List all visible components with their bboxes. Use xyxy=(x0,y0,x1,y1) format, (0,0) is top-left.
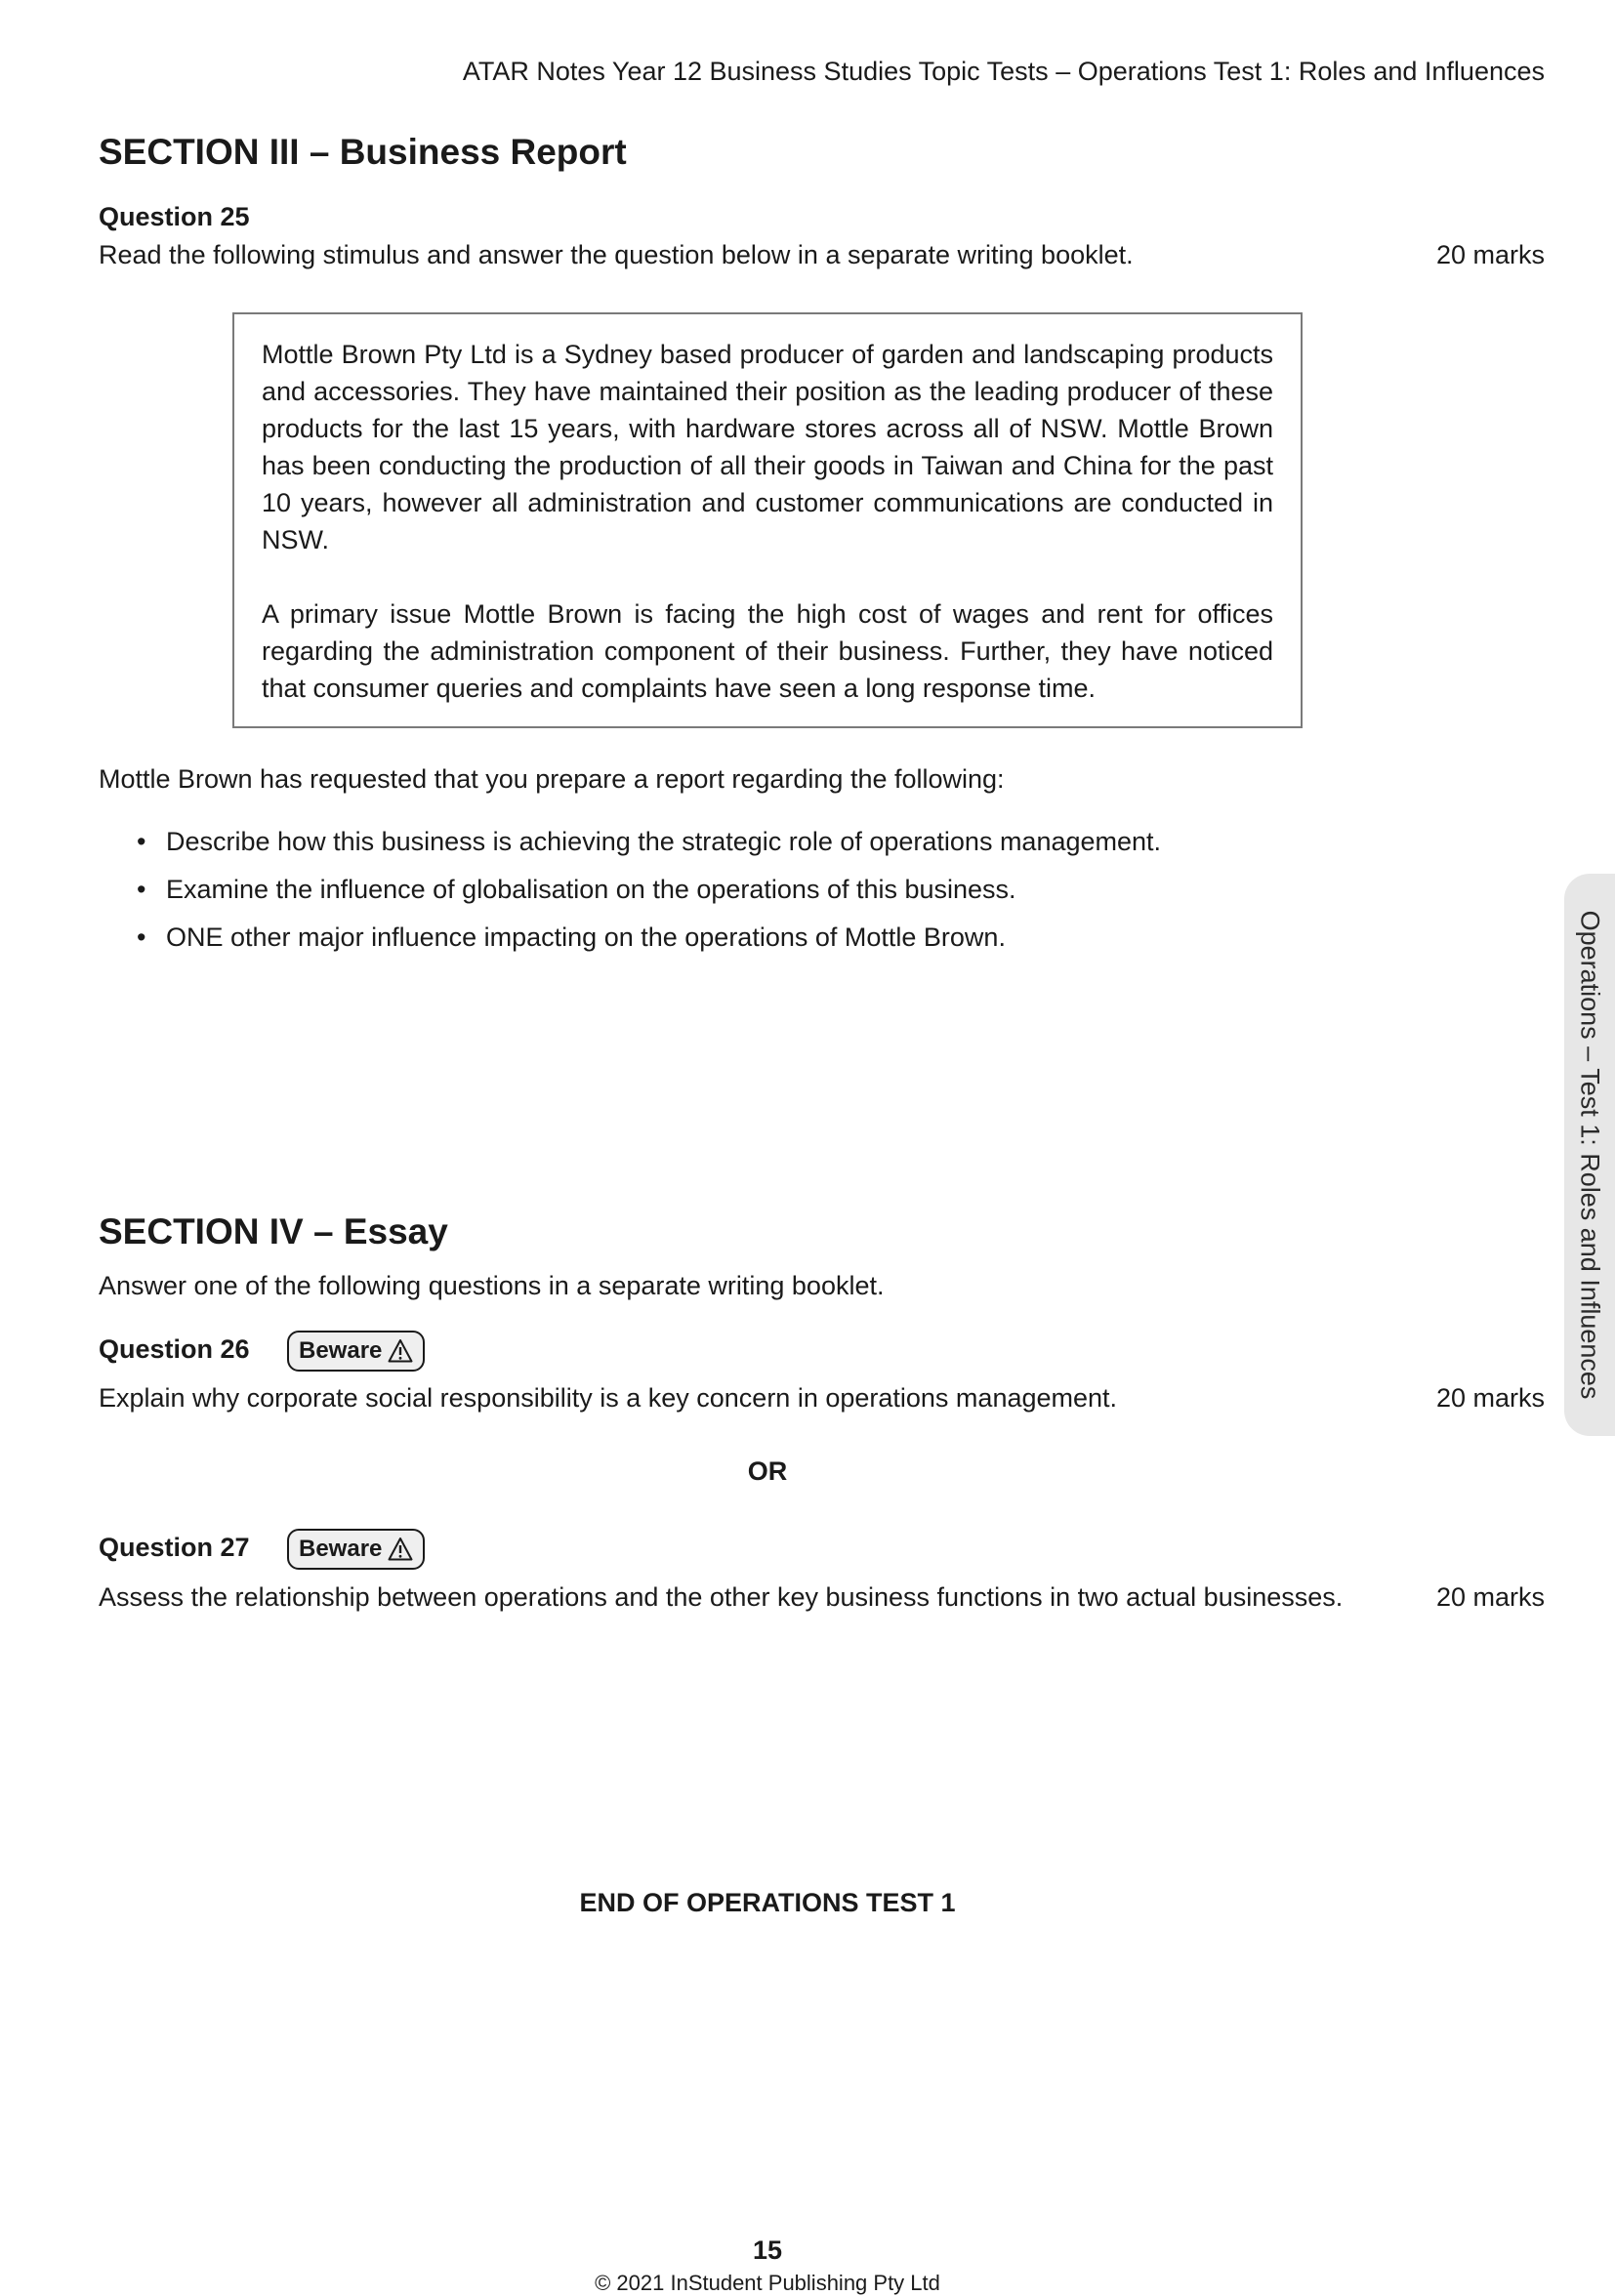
question-27-label: Question 27 xyxy=(99,1533,250,1562)
stimulus-paragraph-1: Mottle Brown Pty Ltd is a Sydney based producer of garden and landscaping products and accessories. They have maintained their position as the leading producer of these products for the last 15 years, with hardware stores across all of NSW. Mottle Brown has been conducting the production of all their goods in Taiwan and China for the past 10 years, however all administration and customer communications are conducted in NSW. xyxy=(262,340,1273,554)
beware-badge-label: Beware xyxy=(299,1536,383,1562)
end-of-test: END OF OPERATIONS TEST 1 xyxy=(579,1888,956,1917)
list-item-text: ONE other major influence impacting on the operations of Mottle Brown. xyxy=(166,922,1006,952)
list-item xyxy=(137,822,1161,870)
side-tab-label: Operations – Test 1: Roles and Influences xyxy=(1575,910,1605,1400)
beware-badge-27 xyxy=(287,1529,425,1570)
copyright: © 2021 InStudent Publishing Pty Ltd xyxy=(595,2271,940,2295)
report-intro: Mottle Brown has requested that you prepare a report regarding the following: xyxy=(99,764,1005,794)
warning-triangle-icon xyxy=(388,1537,413,1562)
question-26-text: Explain why corporate social responsibility is a key concern in operations management. xyxy=(99,1383,1118,1413)
question-25-label: Question 25 xyxy=(99,202,250,231)
section-iv-title: SECTION IV – Essay xyxy=(99,1211,448,1251)
side-tab xyxy=(1564,874,1615,1436)
stimulus-paragraph-2: A primary issue Mottle Brown is facing the high cost of wages and rent for offices regarding the administration component of their business. Further, they have noticed that consumer queries and complaints have seen a long response time. xyxy=(262,599,1273,703)
bullet-dot-icon: • xyxy=(137,922,146,952)
list-item xyxy=(137,918,1161,965)
or-separator: OR xyxy=(747,1456,788,1486)
question-25-marks: 20 marks xyxy=(1435,240,1545,269)
list-item-text: Examine the influence of globalisation on the operations of this business. xyxy=(166,875,1016,904)
question-27-marks: 20 marks xyxy=(1435,1582,1545,1612)
question-25-instruction: Read the following stimulus and answer the question below in a separate writing booklet. xyxy=(99,240,1134,269)
question-26-marks: 20 marks xyxy=(1435,1383,1545,1413)
beware-badge-26 xyxy=(287,1331,425,1372)
list-item-text: Describe how this business is achieving the strategic role of operations management. xyxy=(166,827,1162,856)
question-26-label: Question 26 xyxy=(99,1334,250,1364)
bullet-dot-icon: • xyxy=(137,875,146,904)
beware-badge-label: Beware xyxy=(299,1337,383,1364)
running-header: ATAR Notes Year 12 Business Studies Topic Tests – Operations Test 1: Roles and Influences xyxy=(462,57,1545,86)
warning-triangle-icon xyxy=(388,1338,413,1364)
stimulus-box xyxy=(232,312,1303,728)
section-iv-instruction: Answer one of the following questions in a separate writing booklet. xyxy=(99,1271,885,1300)
page-number: 15 xyxy=(752,2235,783,2265)
list-item xyxy=(137,870,1161,918)
question-27-text: Assess the relationship between operations and the other key business functions in two actual businesses. xyxy=(99,1582,1344,1612)
report-requirements-list xyxy=(137,822,1161,965)
section-iii-title: SECTION III – Business Report xyxy=(99,132,627,172)
bullet-dot-icon: • xyxy=(137,827,146,856)
